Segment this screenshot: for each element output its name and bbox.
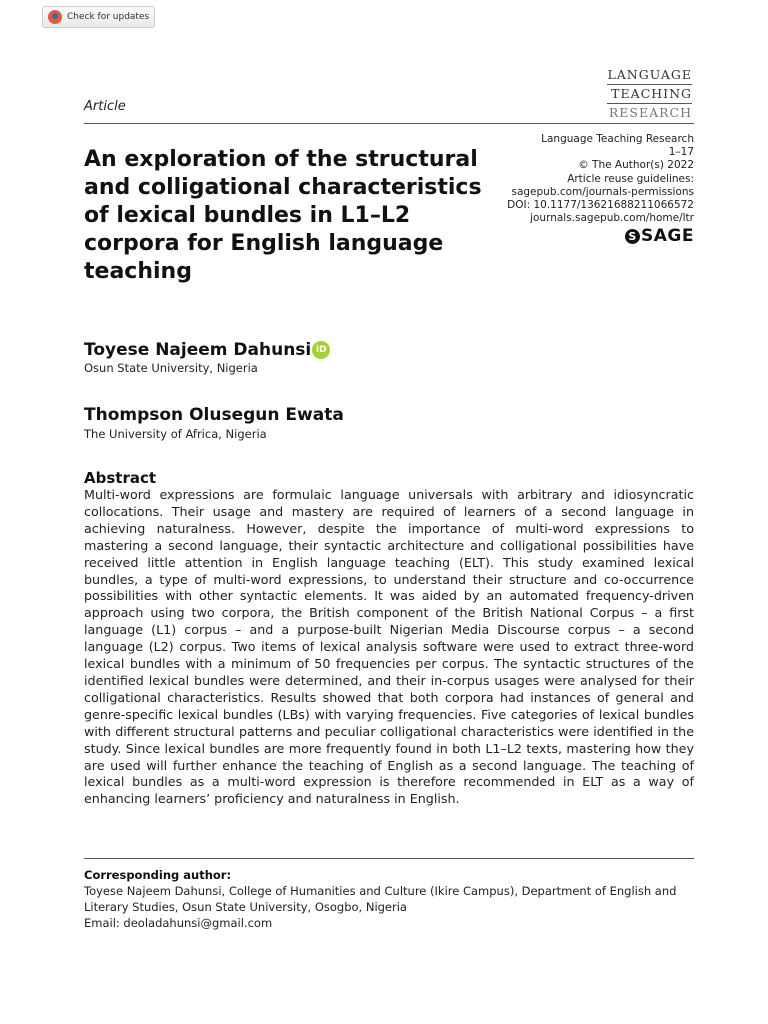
header-divider — [84, 123, 694, 124]
footer-divider — [84, 858, 694, 859]
page-range: 1–17 — [668, 146, 694, 159]
author-name: Thompson Olusegun Ewata — [84, 405, 344, 425]
journal-name: Language Teaching Research — [541, 133, 694, 145]
abstract-heading: Abstract — [84, 469, 157, 487]
sage-icon: S — [625, 229, 640, 244]
author-name-text: Toyese Najeem Dahunsi — [84, 340, 312, 360]
author-affiliation: Osun State University, Nigeria — [84, 361, 258, 375]
crossmark-icon — [48, 10, 62, 24]
orcid-icon[interactable]: iD — [312, 341, 330, 359]
article-type-label: Article — [84, 99, 126, 114]
corresponding-author-address: Toyese Najeem Dahunsi, College of Humanities and Culture (Ikire Campus), Department of English and Literary Studies, Osun State University, Osogbo, Nigeria — [84, 884, 677, 914]
publisher-logo — [507, 226, 694, 247]
article-title: An exploration of the structural and colligational characteristics of lexical bundles in L1–L2 corpora for English language teaching — [84, 147, 482, 284]
reuse-guidelines: Article reuse guidelines: — [567, 172, 694, 185]
permissions-link[interactable]: sagepub.com/journals-permissions — [511, 185, 694, 198]
doi[interactable]: DOI: 10.1177/13621688211066572 — [507, 199, 694, 212]
corresponding-author-heading: Corresponding author: — [84, 868, 232, 882]
author-name — [84, 340, 330, 360]
copyright: © The Author(s) 2022 — [578, 159, 694, 172]
corresponding-author-email[interactable]: Email: deoladahunsi@gmail.com — [84, 915, 273, 930]
journal-logo-line1: LANGUAGE — [607, 67, 692, 82]
author-affiliation: The University of Africa, Nigeria — [84, 427, 267, 441]
check-for-updates-button[interactable] — [42, 6, 155, 28]
abstract-text: Multi-word expressions are formulaic language universals with arbitrary and idiosyncratic collocations. Their usage and mastery are required of learners of a second language in achieving naturalness. However, despite the importance of multi-word expressions to mastering a second language, their syntactic architecture and colligational possibilities have received little attention in English language teaching (ELT). This study examined lexical bundles, a type of multi-word expressions, to understand their structure and co-occurrence possibilities with other syntactic elements. It was aided by an automated frequency-driven approach using two corpora, the British component of the British National Corpus – a first language (L1) corpus – and a purpose-built Nigerian Media Discourse corpus – a second language (L2) corpus. Two items of lexical analysis software were used to extract three-word lexical bundles with a minimum of 50 frequencies per corpus. The syntactic structures of the identified lexical bundles were determined, and their in-corpus usages were analysed for their colligational characteristics. Results showed that both corpora had instances of general and genre-specific lexical bundles (LBs) with varying frequencies. Five categories of lexical bundles with different structural patterns and peculiar colligational characteristics were identified in the study. Since lexical bundles are more frequently found in both L1–L2 texts, mastering how they are used will further enhance the teaching of English as a second language. The teaching of lexical bundles as a multi-word expression is therefore recommended in ELT as a way of enhancing learners’ proficiency and naturalness in English. — [84, 487, 694, 807]
article-meta — [507, 133, 694, 247]
publisher-name: SAGE — [641, 226, 694, 247]
journal-logo-line3: RESEARCH — [608, 105, 692, 120]
journal-logo — [607, 66, 692, 122]
journal-url[interactable]: journals.sagepub.com/home/ltr — [530, 212, 694, 225]
corresponding-author-details — [84, 884, 694, 931]
journal-logo-line2: TEACHING — [611, 86, 692, 101]
check-for-updates-label: Check for updates — [67, 12, 150, 22]
